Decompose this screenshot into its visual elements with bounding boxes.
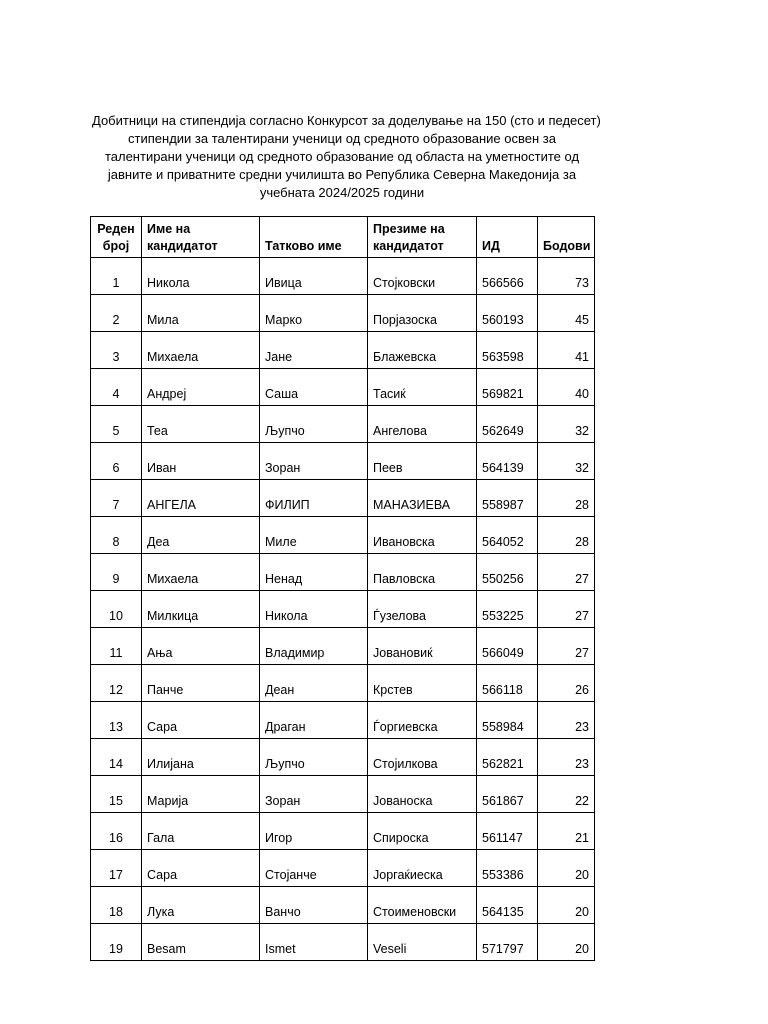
cell-points: 73	[538, 258, 595, 295]
cell-points: 27	[538, 554, 595, 591]
cell-ordinal-number: 3	[91, 332, 142, 369]
cell-first-name: Панче	[142, 665, 260, 702]
cell-ordinal-number: 19	[91, 924, 142, 961]
cell-first-name: Besam	[142, 924, 260, 961]
cell-last-name: Тасиќ	[368, 369, 477, 406]
cell-first-name: Илијана	[142, 739, 260, 776]
cell-father-name: Зоран	[260, 443, 368, 480]
cell-last-name: Стојковски	[368, 258, 477, 295]
cell-first-name: Ања	[142, 628, 260, 665]
cell-last-name: Порјазоска	[368, 295, 477, 332]
title-line-3: талентирани ученици од средното образование од областа на уметностите од	[104, 149, 580, 164]
cell-father-name: Ивица	[260, 258, 368, 295]
cell-last-name: Јованоска	[368, 776, 477, 813]
cell-points: 41	[538, 332, 595, 369]
scholarship-winners-table	[90, 216, 595, 961]
cell-id: 566566	[477, 258, 538, 295]
cell-points: 20	[538, 924, 595, 961]
cell-father-name: Ненад	[260, 554, 368, 591]
cell-first-name: Иван	[142, 443, 260, 480]
header-id: ИД	[477, 217, 538, 258]
cell-points: 23	[538, 702, 595, 739]
cell-id: 566049	[477, 628, 538, 665]
cell-ordinal-number: 4	[91, 369, 142, 406]
cell-father-name: Никола	[260, 591, 368, 628]
cell-father-name: Ismet	[260, 924, 368, 961]
cell-first-name: Теа	[142, 406, 260, 443]
title-line-2: стипендии за талентирани ученици од средното образование освен за	[128, 131, 556, 146]
cell-ordinal-number: 12	[91, 665, 142, 702]
cell-ordinal-number: 2	[91, 295, 142, 332]
cell-points: 45	[538, 295, 595, 332]
table-row	[91, 332, 595, 369]
cell-id: 558984	[477, 702, 538, 739]
cell-ordinal-number: 5	[91, 406, 142, 443]
cell-last-name: Јовановиќ	[368, 628, 477, 665]
cell-id: 558987	[477, 480, 538, 517]
title-line-1: Добитници на стипендија согласно Конкурсот за доделување на 150 (сто и педесет)	[92, 113, 601, 128]
cell-last-name: Ѓоргиевска	[368, 702, 477, 739]
cell-first-name: Сара	[142, 850, 260, 887]
cell-ordinal-number: 16	[91, 813, 142, 850]
cell-last-name: Стоименовски	[368, 887, 477, 924]
table-row	[91, 480, 595, 517]
cell-points: 28	[538, 480, 595, 517]
cell-points: 27	[538, 628, 595, 665]
table-row	[91, 591, 595, 628]
cell-first-name: Андреј	[142, 369, 260, 406]
cell-id: 564052	[477, 517, 538, 554]
cell-points: 20	[538, 850, 595, 887]
table-row	[91, 850, 595, 887]
cell-ordinal-number: 10	[91, 591, 142, 628]
cell-father-name: Љупчо	[260, 739, 368, 776]
cell-ordinal-number: 18	[91, 887, 142, 924]
table-row	[91, 702, 595, 739]
cell-points: 23	[538, 739, 595, 776]
title-line-5: учебната 2024/2025 години	[259, 185, 425, 200]
cell-first-name: Гала	[142, 813, 260, 850]
header-first-name: Име на кандидатот	[142, 217, 260, 258]
cell-father-name: Стојанче	[260, 850, 368, 887]
table-body	[91, 258, 595, 961]
cell-last-name: Павловска	[368, 554, 477, 591]
cell-id: 564139	[477, 443, 538, 480]
cell-points: 21	[538, 813, 595, 850]
cell-father-name: Ванчо	[260, 887, 368, 924]
cell-last-name: Стојилкова	[368, 739, 477, 776]
cell-ordinal-number: 8	[91, 517, 142, 554]
table-row	[91, 443, 595, 480]
cell-id: 564135	[477, 887, 538, 924]
cell-ordinal-number: 11	[91, 628, 142, 665]
header-father-name: Татково име	[260, 217, 368, 258]
cell-first-name: Марија	[142, 776, 260, 813]
cell-first-name: Сара	[142, 702, 260, 739]
cell-ordinal-number: 15	[91, 776, 142, 813]
cell-id: 562649	[477, 406, 538, 443]
table-row	[91, 887, 595, 924]
header-last-name: Презиме на кандидатот	[368, 217, 477, 258]
cell-last-name: Ангелова	[368, 406, 477, 443]
table-row	[91, 369, 595, 406]
table-row	[91, 554, 595, 591]
cell-first-name: Никола	[142, 258, 260, 295]
title-line-4: јавните и приватните средни училишта во Република Северна Македонија за	[107, 167, 577, 182]
table-row	[91, 776, 595, 813]
cell-id: 550256	[477, 554, 538, 591]
cell-last-name: МАНАЗИЕВА	[368, 480, 477, 517]
cell-points: 28	[538, 517, 595, 554]
cell-father-name: Деан	[260, 665, 368, 702]
cell-last-name: Јоргаќиеска	[368, 850, 477, 887]
cell-id: 553225	[477, 591, 538, 628]
cell-father-name: Марко	[260, 295, 368, 332]
cell-id: 571797	[477, 924, 538, 961]
cell-father-name: Драган	[260, 702, 368, 739]
cell-father-name: Игор	[260, 813, 368, 850]
cell-last-name: Блажевска	[368, 332, 477, 369]
cell-first-name: Милкица	[142, 591, 260, 628]
table-row	[91, 258, 595, 295]
cell-id: 561867	[477, 776, 538, 813]
cell-points: 40	[538, 369, 595, 406]
header-ordinal-number: Реден број	[91, 217, 142, 258]
cell-points: 26	[538, 665, 595, 702]
table-row	[91, 628, 595, 665]
table-row	[91, 924, 595, 961]
cell-father-name: Јане	[260, 332, 368, 369]
table-row	[91, 739, 595, 776]
cell-last-name: Спироска	[368, 813, 477, 850]
cell-id: 560193	[477, 295, 538, 332]
cell-points: 32	[538, 406, 595, 443]
table-row	[91, 406, 595, 443]
cell-father-name: ФИЛИП	[260, 480, 368, 517]
cell-points: 27	[538, 591, 595, 628]
header-points: Бодови	[538, 217, 595, 258]
cell-id: 569821	[477, 369, 538, 406]
cell-ordinal-number: 7	[91, 480, 142, 517]
table-header-row	[91, 217, 595, 258]
cell-points: 32	[538, 443, 595, 480]
cell-ordinal-number: 13	[91, 702, 142, 739]
cell-first-name: Михаела	[142, 554, 260, 591]
cell-last-name: Ивановска	[368, 517, 477, 554]
cell-last-name: Ѓузелова	[368, 591, 477, 628]
cell-last-name: Пеев	[368, 443, 477, 480]
cell-ordinal-number: 1	[91, 258, 142, 295]
cell-ordinal-number: 6	[91, 443, 142, 480]
document-title	[92, 112, 601, 202]
cell-id: 553386	[477, 850, 538, 887]
cell-first-name: Мила	[142, 295, 260, 332]
cell-first-name: Лука	[142, 887, 260, 924]
cell-father-name: Саша	[260, 369, 368, 406]
cell-last-name: Крстев	[368, 665, 477, 702]
cell-father-name: Љупчо	[260, 406, 368, 443]
cell-last-name: Veseli	[368, 924, 477, 961]
table-row	[91, 665, 595, 702]
cell-id: 563598	[477, 332, 538, 369]
cell-id: 562821	[477, 739, 538, 776]
table-row	[91, 813, 595, 850]
table-row	[91, 295, 595, 332]
cell-id: 566118	[477, 665, 538, 702]
table-row	[91, 517, 595, 554]
cell-first-name: Михаела	[142, 332, 260, 369]
cell-first-name: АНГЕЛА	[142, 480, 260, 517]
cell-ordinal-number: 17	[91, 850, 142, 887]
cell-points: 22	[538, 776, 595, 813]
cell-ordinal-number: 14	[91, 739, 142, 776]
cell-points: 20	[538, 887, 595, 924]
cell-ordinal-number: 9	[91, 554, 142, 591]
cell-father-name: Зоран	[260, 776, 368, 813]
cell-id: 561147	[477, 813, 538, 850]
cell-first-name: Деа	[142, 517, 260, 554]
cell-father-name: Миле	[260, 517, 368, 554]
cell-father-name: Владимир	[260, 628, 368, 665]
